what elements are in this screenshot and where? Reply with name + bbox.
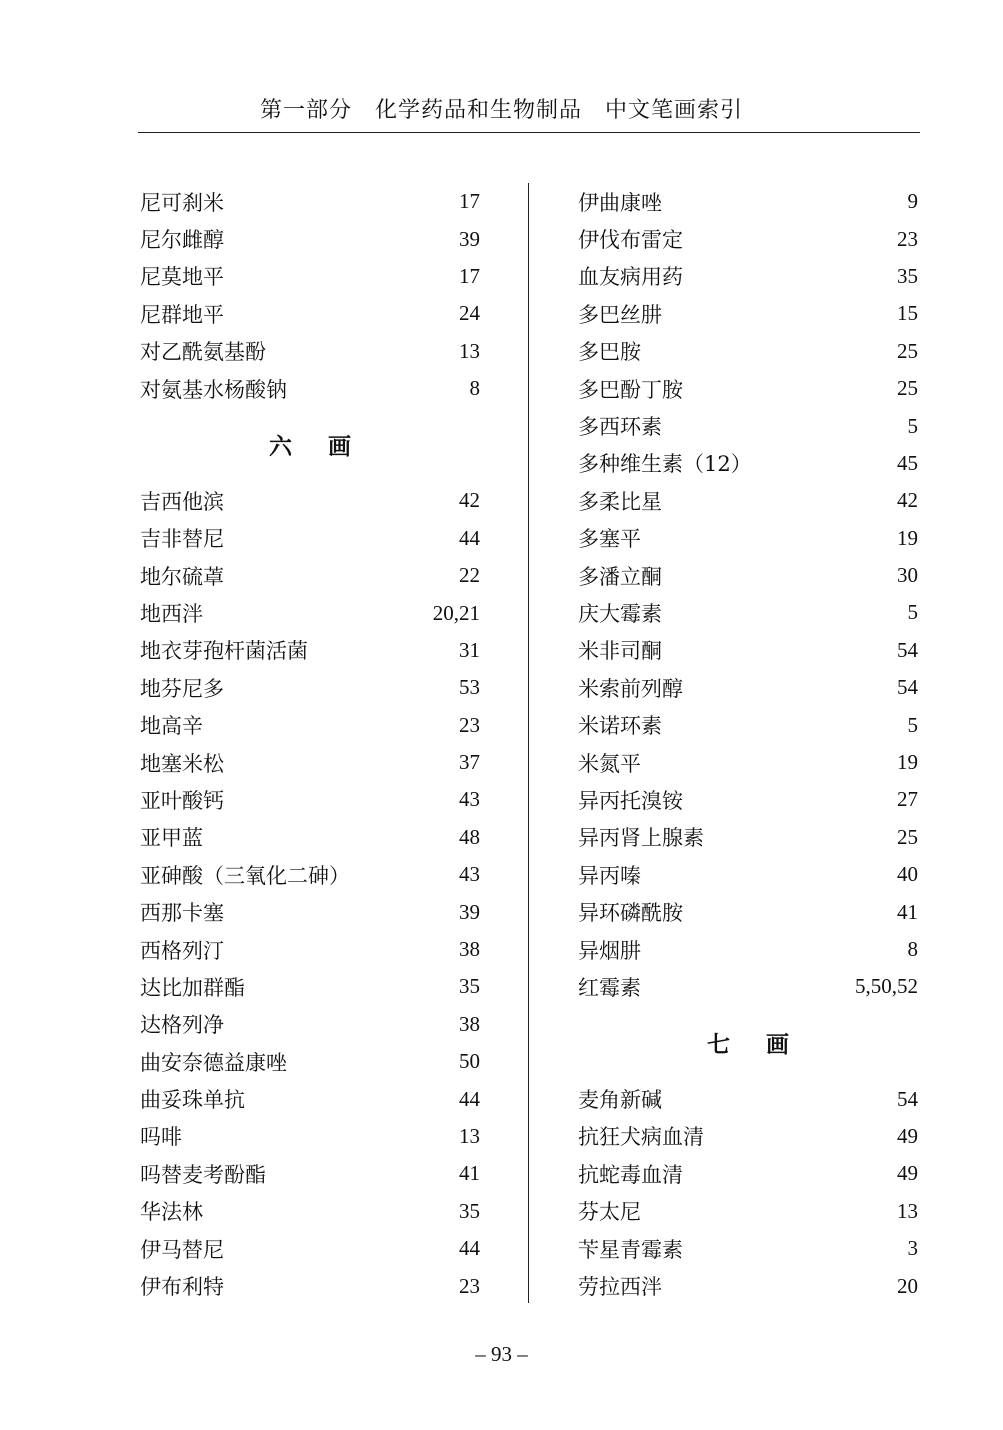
index-entry — [140, 931, 480, 968]
index-entry — [140, 1230, 480, 1267]
index-entry — [578, 931, 918, 968]
index-entry — [140, 520, 480, 557]
drug-name: 多柔比星 — [578, 489, 662, 514]
index-entry — [140, 819, 480, 856]
index-entry — [578, 1193, 918, 1230]
page-reference: 39 — [459, 226, 480, 251]
page-reference: 5 — [907, 600, 918, 625]
drug-name: 地尔硫䓬 — [140, 564, 224, 589]
page-reference: 54 — [897, 1086, 918, 1111]
index-entry — [578, 893, 918, 930]
index-entry — [578, 781, 918, 818]
page-reference: 50 — [459, 1049, 480, 1074]
index-column-right — [578, 183, 918, 1305]
drug-name: 曲妥珠单抗 — [140, 1088, 245, 1113]
index-entry — [578, 482, 918, 519]
index-entry — [578, 856, 918, 893]
page-reference: 17 — [459, 189, 480, 214]
page-reference: 44 — [459, 525, 480, 550]
page-reference: 37 — [459, 750, 480, 775]
drug-name: 抗蛇毒血清 — [578, 1162, 683, 1187]
index-entry — [140, 370, 480, 407]
page-reference: 23 — [459, 1273, 480, 1298]
drug-name: 多种维生素（12） — [578, 452, 752, 477]
page-reference: 49 — [897, 1161, 918, 1186]
index-entry — [578, 1080, 918, 1117]
page-reference: 20 — [897, 1273, 918, 1298]
page-reference: 49 — [897, 1123, 918, 1148]
page-reference: 22 — [459, 563, 480, 588]
index-entry — [578, 407, 918, 444]
drug-name: 红霉素 — [578, 975, 641, 1000]
page-reference: 17 — [459, 263, 480, 288]
page-reference: 48 — [459, 824, 480, 849]
index-entry — [578, 1267, 918, 1304]
drug-name: 西那卡塞 — [140, 901, 224, 926]
drug-name: 米非司酮 — [578, 639, 662, 664]
page-reference: 38 — [459, 937, 480, 962]
section-heading: 七画 — [707, 1031, 825, 1059]
index-entry — [578, 370, 918, 407]
page-reference: 13 — [897, 1198, 918, 1223]
index-entry — [140, 744, 480, 781]
index-entry — [140, 594, 480, 631]
drug-name: 吉非替尼 — [140, 527, 224, 552]
column-divider — [528, 183, 529, 1303]
drug-name: 米氮平 — [578, 751, 641, 776]
drug-name: 亚砷酸（三氧化二砷） — [140, 863, 350, 888]
drug-name: 达比加群酯 — [140, 975, 245, 1000]
page-reference: 8 — [469, 376, 480, 401]
index-entry — [578, 1155, 918, 1192]
index-entry — [578, 258, 918, 295]
drug-name: 多巴酚丁胺 — [578, 377, 683, 402]
drug-name: 对乙酰氨基酚 — [140, 340, 266, 365]
page-reference: 43 — [459, 787, 480, 812]
drug-name: 异丙肾上腺素 — [578, 826, 704, 851]
drug-name: 庆大霉素 — [578, 601, 662, 626]
drug-name: 伊曲康唑 — [578, 190, 662, 215]
index-entry — [140, 482, 480, 519]
index-entry — [578, 744, 918, 781]
drug-name: 抗狂犬病血清 — [578, 1125, 704, 1150]
page-reference: 19 — [897, 525, 918, 550]
page-reference: 42 — [897, 488, 918, 513]
index-entry — [578, 1230, 918, 1267]
page-number: – 93 – — [475, 1342, 528, 1366]
drug-name: 伊布利特 — [140, 1275, 224, 1300]
index-entry — [140, 1006, 480, 1043]
drug-name: 伊马替尼 — [140, 1237, 224, 1262]
drug-name: 亚甲蓝 — [140, 826, 203, 851]
drug-name: 地衣芽孢杆菌活菌 — [140, 639, 308, 664]
index-entry — [578, 594, 918, 631]
index-entry — [140, 1080, 480, 1117]
index-entry — [140, 781, 480, 818]
drug-name: 米索前列醇 — [578, 676, 683, 701]
page-reference: 41 — [459, 1161, 480, 1186]
page-reference: 44 — [459, 1086, 480, 1111]
page-reference: 53 — [459, 675, 480, 700]
drug-name: 多塞平 — [578, 527, 641, 552]
index-entry — [140, 333, 480, 370]
index-entry — [578, 445, 918, 482]
index-entry — [578, 557, 918, 594]
page-reference: 54 — [897, 637, 918, 662]
index-entry — [140, 632, 480, 669]
drug-name: 异烟肼 — [578, 938, 641, 963]
index-entry — [578, 968, 918, 1005]
drug-name: 地高辛 — [140, 714, 203, 739]
page-reference: 20,21 — [432, 600, 480, 625]
page-reference: 19 — [897, 750, 918, 775]
page-reference: 35 — [459, 974, 480, 999]
drug-name: 多西环素 — [578, 415, 662, 440]
drug-name: 华法林 — [140, 1200, 203, 1225]
page-reference: 13 — [459, 1123, 480, 1148]
index-entry — [578, 1118, 918, 1155]
index-entry — [140, 183, 480, 220]
index-entry — [140, 856, 480, 893]
drug-name: 苄星青霉素 — [578, 1237, 683, 1262]
drug-name: 多潘立酮 — [578, 564, 662, 589]
page-reference: 42 — [459, 488, 480, 513]
index-entry — [140, 1155, 480, 1192]
page-reference: 24 — [459, 301, 480, 326]
drug-name: 多巴胺 — [578, 340, 641, 365]
page-reference: 13 — [459, 338, 480, 363]
index-entry — [140, 258, 480, 295]
page-reference: 39 — [459, 899, 480, 924]
drug-name: 吗啡 — [140, 1125, 182, 1150]
page-reference: 43 — [459, 862, 480, 887]
drug-name: 地塞米松 — [140, 751, 224, 776]
index-entry — [140, 893, 480, 930]
drug-name: 吉西他滨 — [140, 489, 224, 514]
index-entry — [578, 183, 918, 220]
index-entry — [578, 819, 918, 856]
page-reference: 5 — [907, 413, 918, 438]
drug-name: 亚叶酸钙 — [140, 788, 224, 813]
page-reference: 23 — [459, 712, 480, 737]
drug-name: 伊伐布雷定 — [578, 228, 683, 253]
index-entry — [140, 557, 480, 594]
index-entry — [578, 669, 918, 706]
index-entry — [140, 1267, 480, 1304]
section-heading: 六画 — [269, 433, 387, 461]
drug-name: 多巴丝肼 — [578, 302, 662, 327]
index-entry — [140, 968, 480, 1005]
drug-name: 地西泮 — [140, 602, 203, 626]
drug-name: 异丙嗪 — [578, 863, 641, 888]
index-entry — [578, 333, 918, 370]
index-entry — [578, 220, 918, 257]
page-reference: 25 — [897, 824, 918, 849]
drug-name: 米诺环素 — [578, 714, 662, 739]
drug-name: 尼群地平 — [140, 302, 224, 327]
page-reference: 44 — [459, 1236, 480, 1261]
page-reference: 8 — [907, 937, 918, 961]
index-entry — [140, 706, 480, 743]
index-entry — [140, 1043, 480, 1080]
page-reference: 45 — [897, 450, 918, 475]
page-reference: 9 — [907, 189, 918, 214]
page-reference: 15 — [897, 301, 918, 326]
index-entry — [578, 706, 918, 743]
drug-name: 异丙托溴铵 — [578, 788, 683, 813]
page-reference: 40 — [897, 862, 918, 887]
drug-name: 异环磷酰胺 — [578, 901, 683, 926]
page-reference: 25 — [897, 338, 918, 363]
drug-name: 曲安奈德益康唑 — [140, 1050, 287, 1075]
index-entry — [578, 520, 918, 557]
drug-name: 对氨基水杨酸钠 — [140, 377, 287, 402]
drug-name: 地芬尼多 — [140, 676, 224, 701]
drug-name: 吗替麦考酚酯 — [140, 1162, 266, 1187]
page-reference: 3 — [907, 1236, 918, 1261]
index-entry — [140, 1118, 480, 1155]
drug-name: 尼莫地平 — [140, 265, 224, 290]
page-reference: 31 — [459, 637, 480, 662]
drug-name: 血友病用药 — [578, 265, 683, 290]
drug-name: 尼尔雌醇 — [140, 228, 224, 253]
page-reference: 41 — [897, 899, 918, 924]
header-rule — [138, 132, 920, 133]
index-entry — [140, 295, 480, 332]
page-reference: 38 — [459, 1011, 480, 1036]
page-reference: 23 — [897, 226, 918, 251]
drug-name: 芬太尼 — [578, 1200, 641, 1225]
index-column-left — [140, 183, 480, 1305]
drug-name: 麦角新碱 — [578, 1088, 662, 1113]
drug-name: 西格列汀 — [140, 938, 224, 963]
page-reference: 25 — [897, 376, 918, 401]
drug-name: 劳拉西泮 — [578, 1275, 662, 1300]
drug-name: 尼可刹米 — [140, 190, 224, 215]
index-entry — [140, 220, 480, 257]
page-reference: 30 — [897, 563, 918, 588]
page-reference: 27 — [897, 787, 918, 812]
index-entry — [140, 669, 480, 706]
page-reference: 35 — [459, 1198, 480, 1223]
page-reference: 5,50,52 — [855, 974, 918, 999]
page-reference: 54 — [897, 675, 918, 700]
page-reference: 35 — [897, 263, 918, 288]
page-header-title: 第一部分 化学药品和生物制品 中文笔画索引 — [259, 98, 743, 123]
page-reference: 5 — [907, 712, 918, 737]
index-entry — [140, 1193, 480, 1230]
index-entry — [578, 295, 918, 332]
index-entry — [578, 632, 918, 669]
drug-name: 达格列净 — [140, 1013, 224, 1038]
